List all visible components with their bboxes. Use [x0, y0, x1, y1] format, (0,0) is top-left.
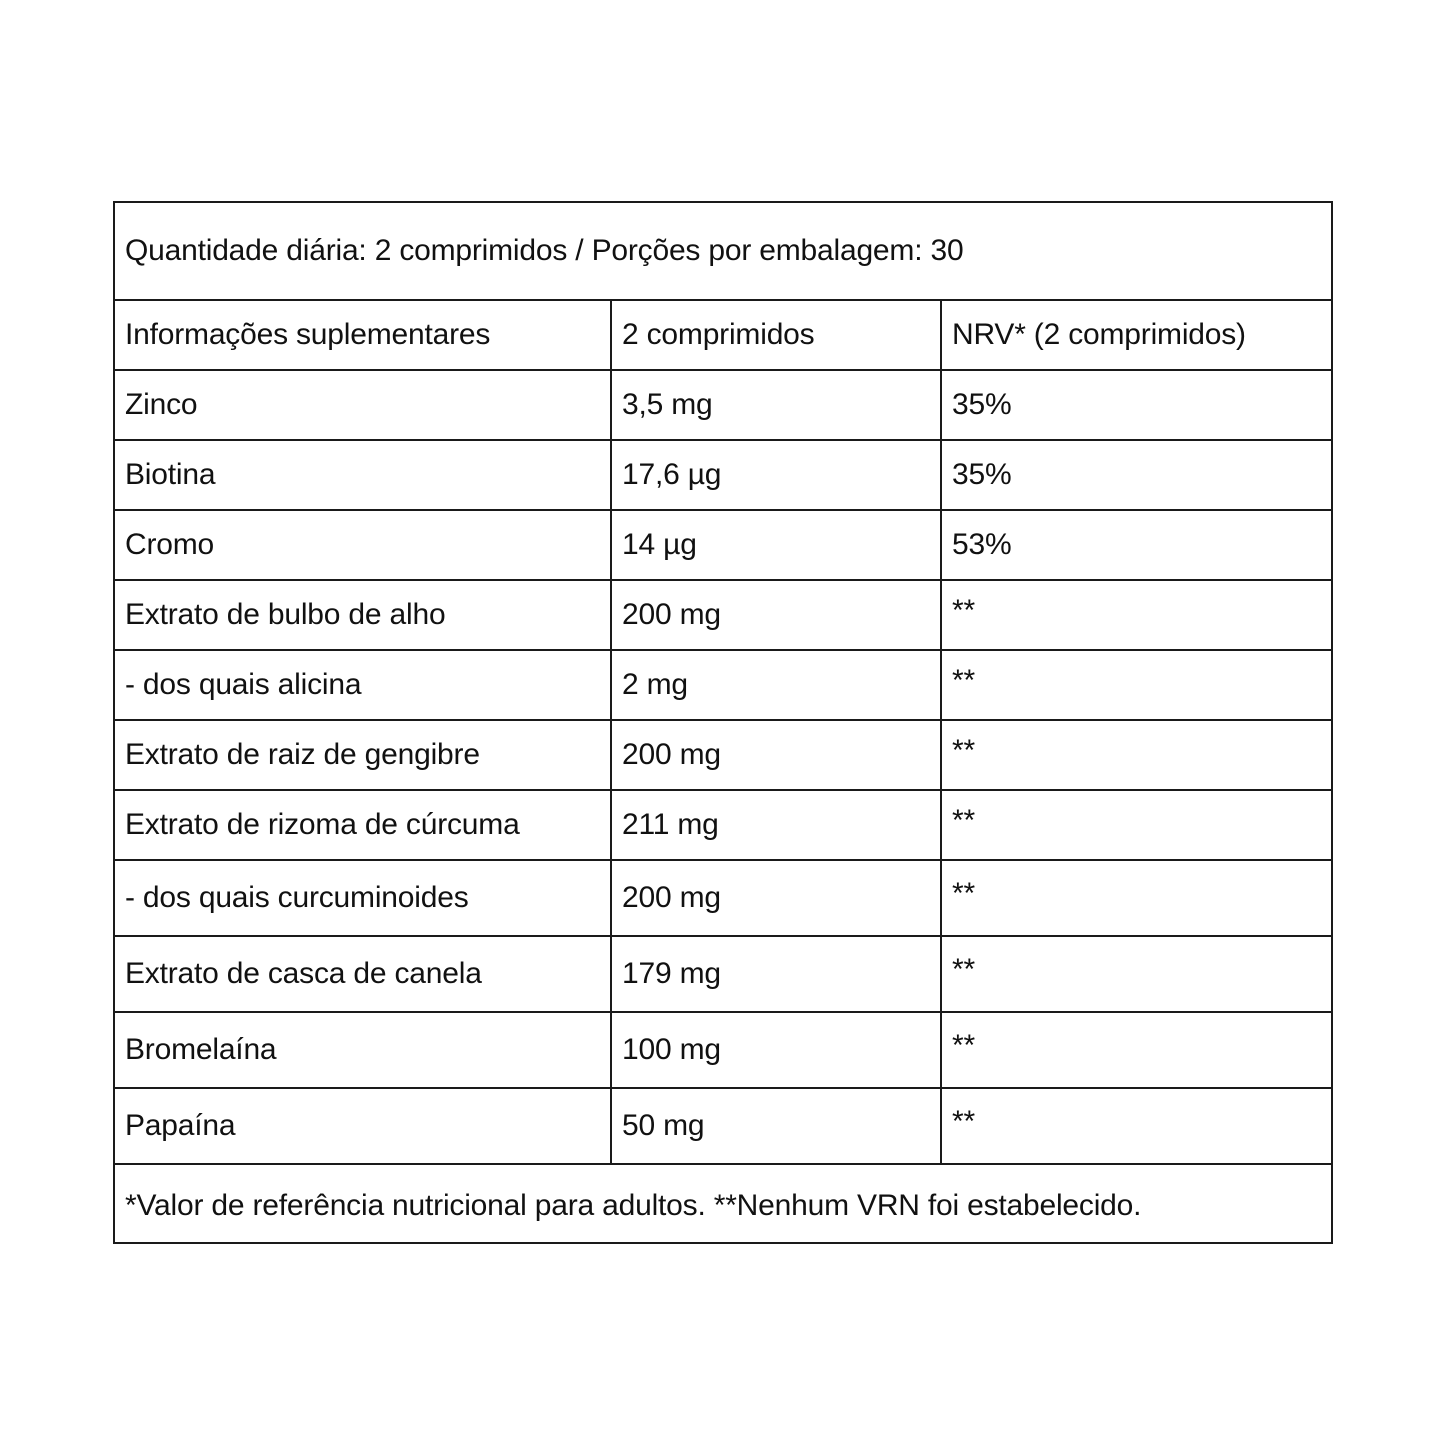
ingredient-amount: 2 mg	[611, 650, 941, 720]
ingredient-nrv: **	[941, 580, 1331, 650]
ingredient-nrv: **	[941, 1088, 1331, 1164]
ingredient-amount: 200 mg	[611, 580, 941, 650]
table-row	[115, 1012, 1331, 1088]
table-row	[115, 790, 1331, 860]
ingredient-amount: 50 mg	[611, 1088, 941, 1164]
header-amount: 2 comprimidos	[611, 300, 941, 370]
table-row	[115, 510, 1331, 580]
ingredient-nrv: 53%	[941, 510, 1331, 580]
table-row	[115, 936, 1331, 1012]
facts-table	[115, 203, 1331, 1247]
ingredient-name: Extrato de raiz de gengibre	[115, 720, 611, 790]
ingredient-name: Extrato de rizoma de cúrcuma	[115, 790, 611, 860]
ingredient-name: - dos quais alicina	[115, 650, 611, 720]
header-ingredient: Informações suplementares	[115, 300, 611, 370]
ingredient-name: Extrato de bulbo de alho	[115, 580, 611, 650]
ingredient-nrv: 35%	[941, 440, 1331, 510]
serving-row	[115, 203, 1331, 300]
serving-info: Quantidade diária: 2 comprimidos / Porções por embalagem: 30	[115, 203, 1331, 300]
table-row	[115, 720, 1331, 790]
table-row	[115, 650, 1331, 720]
footnote: *Valor de referência nutricional para adultos. **Nenhum VRN foi estabelecido.	[115, 1164, 1331, 1247]
ingredient-name: Zinco	[115, 370, 611, 440]
ingredient-amount: 3,5 mg	[611, 370, 941, 440]
ingredient-name: Cromo	[115, 510, 611, 580]
ingredient-name: Extrato de casca de canela	[115, 936, 611, 1012]
ingredient-name: - dos quais curcuminoides	[115, 860, 611, 936]
header-nrv: NRV* (2 comprimidos)	[941, 300, 1331, 370]
ingredient-amount: 14 µg	[611, 510, 941, 580]
ingredient-nrv: **	[941, 860, 1331, 936]
header-row	[115, 300, 1331, 370]
table-row	[115, 860, 1331, 936]
ingredient-nrv: 35%	[941, 370, 1331, 440]
ingredient-nrv: **	[941, 650, 1331, 720]
table-row	[115, 370, 1331, 440]
ingredient-amount: 179 mg	[611, 936, 941, 1012]
ingredient-name: Biotina	[115, 440, 611, 510]
supplement-facts-table	[113, 201, 1333, 1244]
ingredient-nrv: **	[941, 1012, 1331, 1088]
table-row	[115, 580, 1331, 650]
table-row	[115, 440, 1331, 510]
ingredient-nrv: **	[941, 720, 1331, 790]
ingredient-name: Papaína	[115, 1088, 611, 1164]
ingredient-nrv: **	[941, 936, 1331, 1012]
ingredient-amount: 100 mg	[611, 1012, 941, 1088]
ingredient-amount: 200 mg	[611, 720, 941, 790]
ingredient-amount: 200 mg	[611, 860, 941, 936]
ingredient-name: Bromelaína	[115, 1012, 611, 1088]
ingredient-amount: 17,6 µg	[611, 440, 941, 510]
table-row	[115, 1088, 1331, 1164]
ingredient-nrv: **	[941, 790, 1331, 860]
ingredient-amount: 211 mg	[611, 790, 941, 860]
footnote-row	[115, 1164, 1331, 1247]
